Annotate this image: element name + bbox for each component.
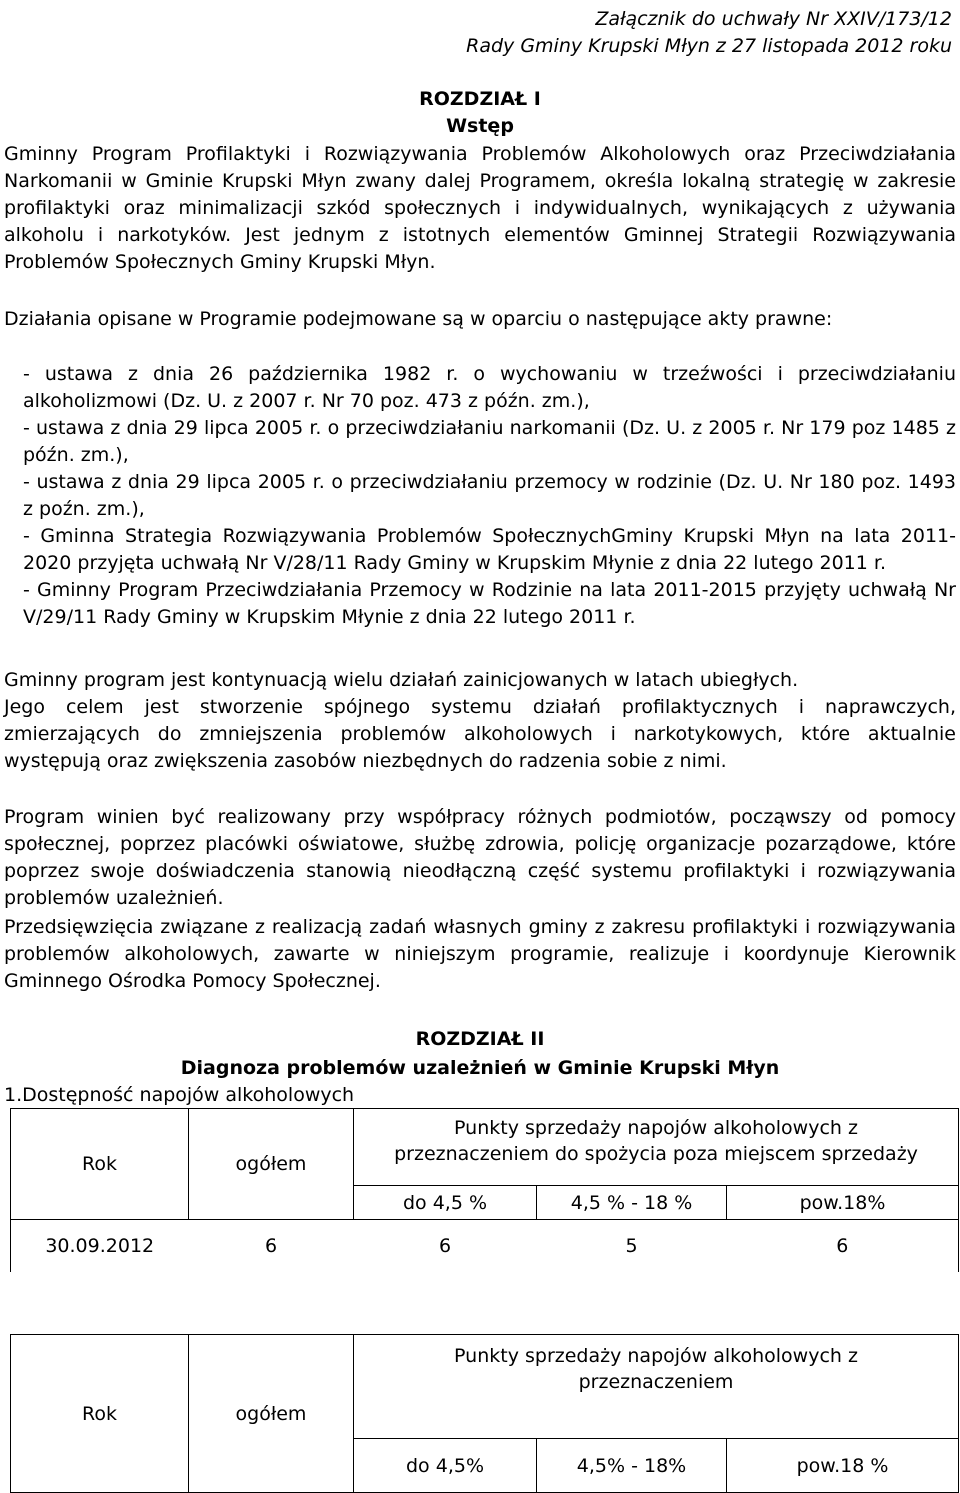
table1-cell: 6 (727, 1220, 959, 1272)
alcohol-sales-table-1 (10, 1108, 959, 1272)
table1-sub-header: 4,5 % - 18 % (537, 1186, 727, 1220)
legal-act-item (4, 523, 956, 577)
table2-header-year: Rok (11, 1335, 189, 1493)
table1-sub-header: pow.18% (727, 1186, 959, 1220)
table1-group-header-text: Punkty sprzedaży napojów alkoholowych z przeznaczeniem do spożycia poza miejscem sprzedaży (394, 1117, 918, 1165)
table2-group-header-text: Punkty sprzedaży napojów alkoholowych z przeznaczeniem (454, 1345, 858, 1393)
goal-paragraph: Jego celem jest stworzenie spójnego systemu działań profilaktycznych i naprawczych, zmierzających do zmniejszenia problemów alkoholowych i narkotykowych, które aktualnie występują oraz zwiększenia zasobów niezbędnych do radzenia sobie z nimi. (4, 696, 956, 772)
legal-act-item (4, 577, 956, 631)
chapter-1-subtitle: Wstęp (446, 115, 514, 137)
chapter-2-subtitle: Diagnoza problemów uzależnień w Gminie Krupski Młyn (180, 1057, 780, 1079)
cooperation-paragraph: Program winien być realizowany przy współpracy różnych podmiotów, począwszy od pomocy społecznej, poprzez placówki oświatowe, służbę zdrowia, policję organizacje pozarządowe, które poprzez swoje doświadczenia stanowią nieodłączną część systemu profilaktyki i rozwiązywania problemów uzależnień. (4, 806, 956, 909)
table1-group-header (354, 1109, 959, 1186)
table1-cell: 5 (625, 1234, 638, 1257)
table1-sub-header: do 4,5 % (354, 1186, 537, 1220)
table2-header-total: ogółem (189, 1335, 354, 1493)
table1-cell: 30.09.2012 (11, 1220, 189, 1272)
legal-act-text: - Gminna Strategia Rozwiązywania Problemów SpołecznychGminy Krupski Młyn na lata 2011-2020 przyjęta uchwałą Nr V/28/11 Rady Gminy w Krupskim Młynie z dnia 22 lutego 2011 r. (23, 525, 956, 574)
table2-sub-header: pow.18 % (727, 1439, 959, 1493)
legal-act-text: - ustawa z dnia 29 lipca 2005 r. o przeciwdziałaniu narkomanii (Dz. U. z 2005 r. Nr 179 poz 1485 z późn. zm.), (23, 417, 956, 466)
table1-cell: 6 (264, 1234, 278, 1257)
table1-header-total: ogółem (189, 1109, 354, 1220)
chapter-2-title: ROZDZIAŁ II (415, 1028, 545, 1050)
continuation-paragraph: Gminny program jest kontynuacją wielu działań zainicjowanych w latach ubiegłych. (4, 669, 799, 691)
legal-basis-intro: Działania opisane w Programie podejmowane są w oparciu o następujące akty prawne: (4, 308, 833, 330)
table2-sub-header: 4,5% - 18% (537, 1439, 727, 1493)
intro-paragraph: Gminny Program Profilaktyki i Rozwiązywania Problemów Alkoholowych oraz Przeciwdziałania Narkomanii w Gminie Krupski Młyn zwany dalej Programem, określa lokalną strategię w zakresie profilaktyki oraz minimalizacji szkód społecznych i indywidualnych, wynikających z używania alkoholu i narkotyków. Jest jednym z istotnych elementów Gminnej Strategii Rozwiązywania Problemów Społecznych Gminy Krupski Młyn. (4, 143, 956, 273)
alcohol-sales-table-2 (10, 1334, 959, 1493)
coordination-paragraph: Przedsięwzięcia związane z realizacją zadań własnych gminy z zakresu profilaktyki i rozwiązywania problemów alkoholowych, zawarte w niniejszym programie, realizuje i koordynuje Kierownik Gminnego Ośrodka Pomocy Społecznej. (4, 916, 956, 992)
table2-sub-header: do 4,5% (354, 1439, 537, 1493)
legal-acts-list (4, 361, 956, 631)
table1-header-year: Rok (11, 1109, 189, 1220)
section-alcohol-availability: 1.Dostępność napojów alkoholowych (4, 1084, 355, 1106)
legal-act-text: - Gminny Program Przeciwdziałania Przemocy w Rodzinie na lata 2011-2015 przyjęty uchwałą Nr V/29/11 Rady Gminy w Krupskim Młynie z dnia 22 lutego 2011 r. (23, 579, 956, 628)
legal-act-text: - ustawa z dnia 29 lipca 2005 r. o przeciwdziałaniu przemocy w rodzinie (Dz. U. Nr 180 poz. 1493 z poźn. zm.), (23, 471, 956, 520)
table1-cell: 6 (438, 1234, 452, 1257)
header-line-1: Załącznik do uchwały Nr XXIV/173/12 (595, 8, 952, 30)
legal-act-item (4, 415, 956, 469)
legal-act-item (4, 361, 956, 415)
legal-act-item (4, 469, 956, 523)
table2-group-header (354, 1335, 959, 1439)
legal-act-text: - ustawa z dnia 26 października 1982 r. o wychowaniu w trzeźwości i przeciwdziałaniu alkoholizmowi (Dz. U. z 2007 r. Nr 70 poz. 473 z późn. zm.), (23, 363, 956, 412)
chapter-1-title: ROZDZIAŁ I (419, 88, 541, 110)
attachment-header (466, 6, 952, 60)
header-line-2: Rady Gminy Krupski Młyn z 27 listopada 2012 roku (466, 35, 952, 57)
